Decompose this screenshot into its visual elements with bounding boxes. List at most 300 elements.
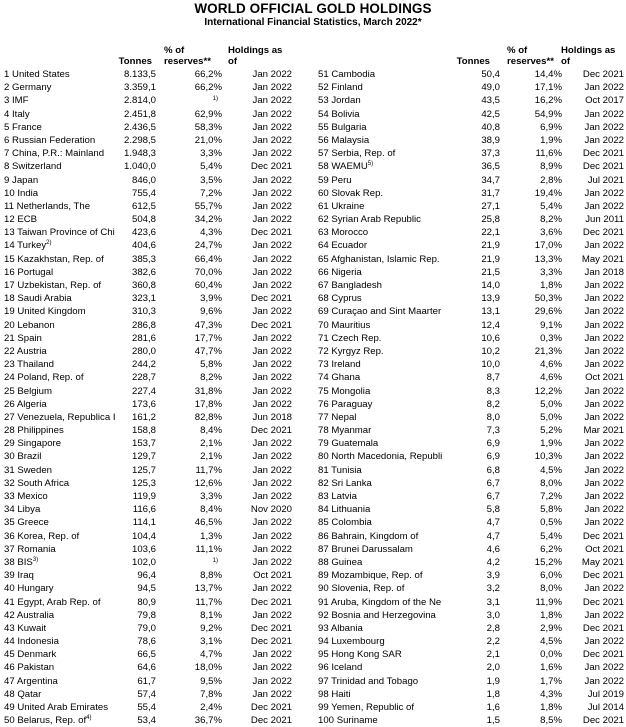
tonnes-value: 21,5 [481,266,500,278]
rank-number: 98 [318,688,329,700]
tonnes-value: 244,2 [131,359,156,371]
country-name [318,187,450,200]
holdings-date: Dec 2021 [250,293,292,305]
country-label: Algeria [16,398,47,410]
tonnes-value: 281,6 [131,332,156,344]
holdings-date: Dec 2021 [582,715,624,727]
table-row [318,226,624,239]
table-row [318,477,624,490]
tonnes-value: 3,2 [486,583,500,595]
reserves-percent: 4,6% [540,359,562,371]
reserves-percent: 21,0% [194,134,222,146]
table-row [4,596,292,609]
holdings-date: Jan 2022 [252,345,292,357]
country-label: Aruba, Kingdom of the Ne [330,596,442,608]
country-label: Paraguay [331,398,373,410]
country-name [318,688,450,701]
table-row [318,121,624,134]
country-name [318,437,450,450]
holdings-date: Jan 2022 [584,636,624,648]
tonnes-value: 27,1 [481,200,500,212]
holdings-date: Jan 2022 [252,240,292,252]
table-row [4,503,292,516]
country-label: Russian Federation [12,134,96,146]
rank-number: 18 [4,293,15,305]
country-name [4,675,144,688]
tonnes-value: 94,5 [137,583,156,595]
table-row [4,385,292,398]
holdings-date: Jan 2022 [584,134,624,146]
rank-number: 38 [4,556,15,568]
country-label: Belarus, Rep. of [17,715,87,727]
rank-number: 86 [318,530,329,542]
tonnes-value: 4,2 [486,556,500,568]
rank-number: 44 [4,636,15,648]
country-name [318,490,450,503]
country-label: Netherlands, The [16,200,91,212]
country-label: Colombia [331,517,372,529]
table-row [318,94,624,107]
holdings-date: Jan 2022 [584,583,624,595]
rank-number: 34 [4,504,15,516]
holdings-date: Dec 2021 [582,227,624,239]
country-label: Mozambique, Rep. of [331,570,423,582]
reserves-percent: 5,8% [200,359,222,371]
country-name [318,569,450,582]
country-label: Egypt, Arab Rep. of [17,596,101,608]
country-name [4,556,144,569]
rank-number: 72 [318,345,329,357]
rank-number: 27 [4,411,15,423]
holdings-date: Oct 2021 [585,372,624,384]
country-name [318,543,450,556]
country-label: Afghanistan, Islamic Rep. [330,253,440,265]
rank-number: 63 [318,227,329,239]
country-label: Bangladesh [331,280,383,291]
holdings-date: Jan 2022 [252,530,292,542]
holdings-date: Dec 2021 [582,148,624,160]
table-row [318,596,624,609]
reserves-percent: 13,7% [194,583,222,595]
rank-number: 51 [318,69,329,80]
country-label: Philippines [17,425,64,437]
reserves-percent: 36,7% [194,715,222,727]
tonnes-value: 55,4 [137,702,156,713]
table-row [4,319,292,332]
holdings-date: Jan 2022 [252,517,292,529]
rank-number: 35 [4,517,15,529]
country-label: Kazakhstan, Rep. of [17,253,104,265]
table-row [318,569,624,582]
holdings-date: Dec 2021 [582,69,624,80]
table-row [318,503,624,516]
holdings-date: Jan 2022 [252,121,292,133]
table-row [4,714,292,727]
country-name [318,635,450,648]
rank-number: 80 [318,451,329,463]
tonnes-value: 6,9 [486,451,500,463]
country-label: China, P.R.: Mainland [12,148,105,160]
table-row [318,253,624,266]
holdings-date: Jan 2022 [252,108,292,120]
rank-number: 96 [318,662,329,674]
country-label: Serbia, Rep. of [331,148,396,160]
tonnes-value: 846,0 [131,174,156,186]
tonnes-value: 116,6 [132,504,156,516]
country-name [318,661,450,674]
header-tonnes-left: Tonnes [118,56,152,67]
header-pct-line1-right: % of [507,45,528,56]
tonnes-value: 227,4 [131,385,156,397]
tonnes-value: 96,4 [137,570,156,582]
country-label: Thailand [17,359,54,371]
tonnes-value: 103,6 [131,543,156,555]
rank-number: 30 [4,451,15,463]
reserves-percent: 2,1% [200,451,222,463]
holdings-date: Jan 2022 [252,280,292,291]
table-row [318,200,624,213]
holdings-date: Jan 2022 [252,95,292,107]
tonnes-value: 119,9 [132,491,156,502]
holdings-date: Dec 2021 [582,649,624,661]
reserves-percent: 17,1% [534,82,562,94]
country-label: Austria [16,345,47,357]
country-name [318,292,450,305]
reserves-percent: 5,2% [540,425,562,437]
country-name [4,213,144,226]
country-name [318,160,450,173]
country-name [318,411,450,424]
country-label: Germany [12,82,52,94]
country-name [318,134,450,147]
country-name [318,94,450,107]
reserves-percent: 16,2% [534,95,562,107]
reserves-percent: 8,4% [200,504,222,516]
country-label: South Africa [17,477,70,489]
tonnes-value: 10,0 [481,359,500,371]
table-row [4,174,292,187]
holdings-date: Jan 2022 [584,517,624,529]
table-row [318,68,624,81]
country-name [4,226,144,239]
header-holdings-line1-left: Holdings as [228,45,283,56]
rank-number: 84 [318,504,329,516]
rank-number: 81 [318,464,329,476]
reserves-percent: 5,4% [200,161,222,173]
rank-number: 17 [4,280,15,291]
tonnes-value: 2.451,8 [123,108,156,120]
country-label: Bulgaria [331,121,367,133]
country-name [318,530,450,543]
country-name [4,239,144,252]
holdings-date: Oct 2021 [585,543,624,555]
tonnes-value: 310,3 [131,306,156,318]
tonnes-value: 228,7 [131,372,156,384]
rank-number: 56 [318,134,329,146]
rank-number: 88 [318,556,329,568]
country-name [4,635,144,648]
country-label: Malaysia [331,134,370,146]
country-label: Ireland [331,359,361,371]
tonnes-value: 10,6 [481,332,500,344]
holdings-date: Jan 2022 [584,332,624,344]
holdings-date: Jan 2022 [584,411,624,423]
country-name [4,253,144,266]
reserves-percent: 10,3% [534,451,562,463]
holdings-date: Dec 2021 [250,636,292,648]
country-label: WAEMU [331,161,368,173]
reserves-percent: 2,8% [540,174,562,186]
country-label: Ukraine [331,200,365,212]
tonnes-value: 12,4 [481,319,500,331]
country-name [318,714,450,727]
rank-number: 28 [4,425,15,437]
reserves-percent: 55,7% [194,200,222,212]
holdings-date: Jun 2011 [585,214,624,226]
tonnes-value: 8,3 [486,385,500,397]
tonnes-value: 61,7 [137,675,156,687]
country-label: Libya [17,504,41,516]
holdings-date: Dec 2021 [582,596,624,608]
country-name [318,358,450,371]
table-row [318,411,624,424]
holdings-date: Jan 2022 [584,451,624,463]
country-label: Myanmar [331,425,372,437]
holdings-date: Jan 2022 [584,662,624,674]
reserves-percent: 9,1% [540,319,562,331]
tonnes-value: 80,9 [137,596,156,608]
table-row [318,490,624,503]
tonnes-value: 66,5 [137,649,156,661]
reserves-percent: 8,8% [200,570,222,582]
rank-number: 61 [318,200,329,212]
reserves-percent: 54,9% [534,108,562,120]
holdings-date: Dec 2021 [582,570,624,582]
tonnes-value: 2,0 [486,662,500,674]
rank-number: 90 [318,583,329,595]
table-row [4,424,292,437]
country-label: Belgium [17,385,53,397]
reserves-percent: 4,5% [540,636,562,648]
reserves-percent: 3,3% [540,266,562,278]
country-label: Kyrgyz Rep. [331,345,384,357]
country-name [318,108,450,121]
holdings-date: Jan 2022 [252,662,292,674]
country-name [318,147,450,160]
table-row [4,226,292,239]
table-row [4,450,292,463]
country-label: Tunisia [331,464,362,476]
header-holdings-line2-left: of [228,56,238,67]
table-row [4,530,292,543]
tonnes-value: 57,4 [137,688,156,700]
rank-number: 32 [4,477,15,489]
header-holdings-line2-right: of [561,56,571,67]
reserves-percent: 4,6% [540,372,562,384]
tonnes-value: 404,6 [131,240,156,252]
country-name [4,701,144,714]
rank-number: 82 [318,477,329,489]
holdings-date: Jan 2022 [584,280,624,291]
tonnes-value: 4,7 [486,530,500,542]
holdings-date: Jul 2014 [587,702,624,713]
rank-number: 100 [318,715,335,727]
country-name [4,477,144,490]
country-name [4,174,144,187]
holdings-date: Jan 2022 [252,609,292,621]
country-label: Singapore [17,438,62,450]
reserves-percent: 5,8% [540,504,562,516]
reserves-percent: 9,6% [200,306,222,318]
country-name [4,622,144,635]
country-label: Turkey [17,240,47,252]
holdings-date: Dec 2021 [250,425,292,437]
holdings-date: Jan 2022 [252,649,292,661]
rank-number: 68 [318,293,329,305]
table-row [4,68,292,81]
country-name [4,490,144,503]
country-label: Kuwait [17,622,47,634]
rank-number: 26 [4,398,15,410]
tonnes-value: 2,8 [486,622,500,634]
holdings-date: Jan 2022 [584,200,624,212]
tonnes-value: 6,7 [486,491,500,502]
reserves-percent: 19,4% [534,187,562,199]
holdings-date: Jan 2022 [584,82,624,94]
country-name [318,253,450,266]
tonnes-value: 504,8 [131,214,156,226]
country-name [4,305,144,318]
table-row [318,398,624,411]
holdings-date: Jan 2022 [252,187,292,199]
table-row [4,266,292,279]
reserves-percent: 12,6% [194,477,222,489]
rank-number: 65 [318,253,329,265]
tonnes-value: 1,8 [486,688,500,700]
country-name [4,358,144,371]
table-row [318,266,624,279]
holdings-date: Oct 2021 [253,570,292,582]
holdings-date: Dec 2021 [582,622,624,634]
tonnes-value: 423,6 [131,227,156,239]
tonnes-value: 323,1 [131,293,156,305]
rank-number: 85 [318,517,329,529]
country-name [318,648,450,661]
table-row [4,437,292,450]
rank-number: 89 [318,570,329,582]
holdings-date: Dec 2021 [250,319,292,331]
country-label: Jordan [331,95,361,107]
reserves-percent: 1,9% [540,134,562,146]
tonnes-value: 114,1 [132,517,156,529]
holdings-date: Nov 2020 [250,504,292,516]
table-row [4,253,292,266]
rank-number: 41 [4,596,15,608]
country-label: Slovak Rep. [331,187,384,199]
country-label: Nepal [331,411,357,423]
reserves-percent: 62,9% [194,108,222,120]
country-name [4,661,144,674]
reserves-percent: 11,6% [535,148,562,160]
table-row [4,134,292,147]
country-label: ECB [17,214,38,226]
reserves-percent: 82,8% [194,411,222,423]
country-label: Iraq [17,570,34,582]
country-label: Syrian Arab Republic [331,214,421,226]
table-row [4,490,292,503]
reserves-percent: 66,4% [194,253,222,265]
reserves-percent: 11,1% [195,543,222,555]
tonnes-value: 755,4 [131,187,156,199]
rank-number: 92 [318,609,329,621]
country-label: Hong Kong SAR [331,649,402,661]
tonnes-value: 1,6 [486,702,500,713]
reserves-percent: 11,9% [535,596,562,608]
holdings-date: Dec 2021 [582,161,624,173]
rank-number: 10 [4,187,15,199]
country-name [318,701,450,714]
reserves-percent: 8,0% [540,477,562,489]
country-name [318,332,450,345]
country-label: IMF [12,95,29,107]
country-name [318,516,450,529]
country-label: North Macedonia, Republi [331,451,443,463]
tonnes-value: 2,1 [486,649,500,661]
country-name [318,556,450,569]
country-label: France [12,121,42,133]
table-row [318,147,624,160]
holdings-date: Jan 2022 [252,556,292,568]
table-row [318,371,624,384]
header-tonnes-right: Tonnes [456,56,490,67]
tonnes-value: 79,0 [137,622,156,634]
reserves-percent: 1,8% [540,609,562,621]
rank-number: 58 [318,161,329,173]
country-label: United Kingdom [17,306,86,318]
holdings-date: Jan 2018 [584,266,624,278]
rank-number: 20 [4,319,15,331]
table-row [4,213,292,226]
reserves-percent: 1,9% [540,438,562,450]
holdings-date: Jan 2022 [252,359,292,371]
tonnes-value: 173,6 [131,398,156,410]
tonnes-value: 6,7 [486,477,500,489]
table-row [318,609,624,622]
rank-number: 49 [4,702,15,713]
holdings-date: May 2021 [581,556,624,568]
holdings-date: Jan 2022 [252,385,292,397]
country-label: India [17,187,39,199]
reserves-percent: 1,7% [540,675,562,687]
table-row [318,134,624,147]
country-label: Nigeria [331,266,362,278]
reserves-percent: 4,3% [200,227,222,239]
tonnes-value: 4,7 [486,517,500,529]
tonnes-value: 7,3 [486,425,500,437]
country-label: Finland [331,82,363,94]
rank-number: 95 [318,649,329,661]
tonnes-value: 104,4 [131,530,156,542]
holdings-date: Jan 2022 [584,121,624,133]
rank-number: 48 [4,688,15,700]
country-name [4,464,144,477]
reserves-percent: 0,5% [540,517,562,529]
table-row [4,477,292,490]
country-label: Bosnia and Herzegovina [331,609,436,621]
rank-number: 83 [318,491,329,502]
table-row [4,464,292,477]
rank-number: 87 [318,543,329,555]
